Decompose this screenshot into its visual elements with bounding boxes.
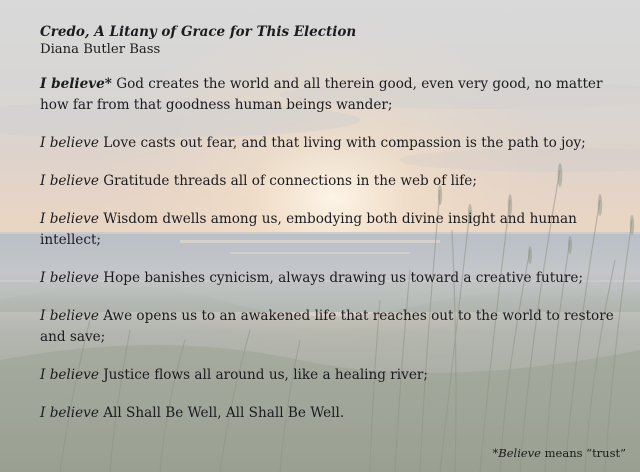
stanza-lead: I believe [40,173,99,189]
poem-title: Credo, A Litany of Grace for This Election [40,24,357,40]
footnote-word: Believe [498,446,541,460]
stanza-3 [40,171,625,192]
stanza-lead: I believe [40,405,99,421]
stanza-lead: I believe* [40,76,112,92]
stanza-lead: I believe [40,367,99,383]
stanza-lead: I believe [40,270,99,286]
stanza-2 [40,133,625,154]
stanza-1 [40,74,625,116]
stanza-text: Love casts out fear, and that living with compassion is the path to joy; [98,135,586,151]
stanza-text: Gratitude threads all of connections in the web of life; [98,173,477,189]
stanza-5 [40,268,625,289]
stanza-text: Wisdom dwells among us, embodying both divine insight and human intellect; [40,211,577,248]
poem-author: Diana Butler Bass [40,42,161,57]
stanza-text: Justice flows all around us, like a healing river; [98,367,428,383]
stanza-8 [40,403,625,424]
stanza-4 [40,209,625,251]
stanza-6 [40,306,625,348]
footnote [493,446,626,460]
footnote-prefix: * [492,446,499,460]
stanza-text: God creates the world and all therein good, even very good, no matter how far from that goodness human beings wander; [40,76,603,113]
footnote-suffix: means “trust” [541,446,626,460]
stanza-lead: I believe [40,135,99,151]
stanza-lead: I believe [40,308,99,324]
stanza-7 [40,365,625,386]
poem-card [40,24,625,472]
stanza-text: Awe opens us to an awakened life that reaches out to the world to restore and save; [40,308,614,345]
stanza-lead: I believe [40,211,99,227]
stanza-text: Hope banishes cynicism, always drawing us toward a creative future; [98,270,584,286]
stanza-text: All Shall Be Well, All Shall Be Well. [98,405,345,421]
